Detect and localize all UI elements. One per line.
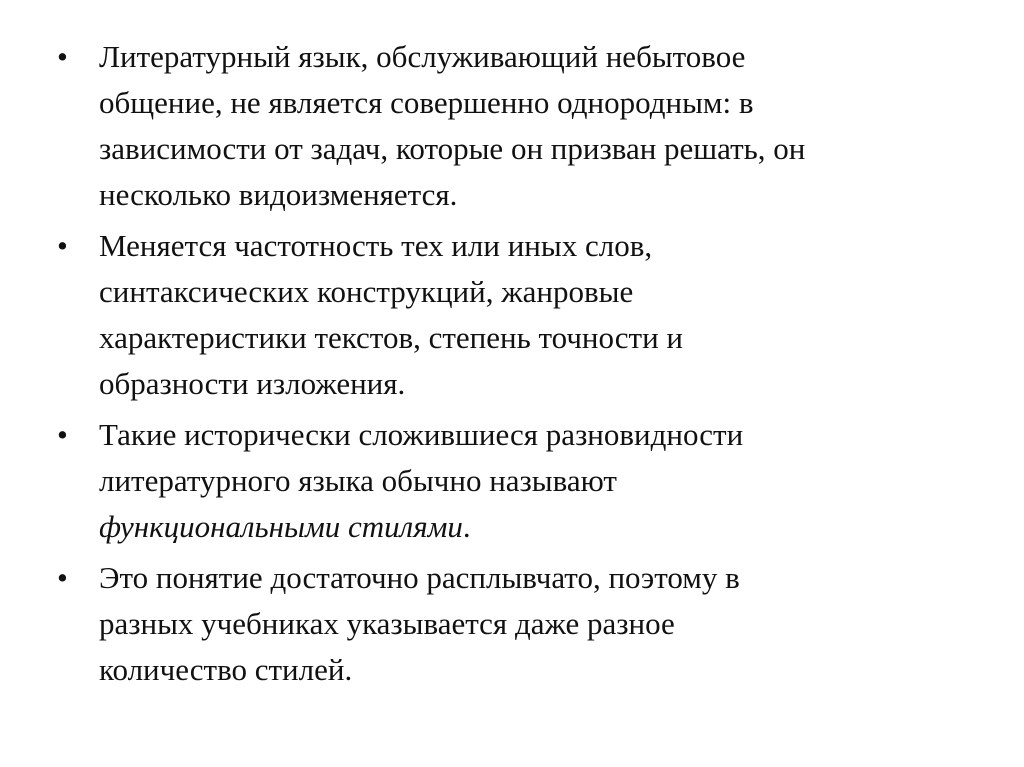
bullet-marker: • — [57, 228, 68, 263]
bullet-line: Меняется частотность тех или иных слов, — [99, 228, 653, 263]
bullet-text — [99, 412, 957, 550]
bullet-line-term — [99, 504, 957, 550]
bullet-marker: • — [57, 560, 68, 595]
bullet-text — [99, 223, 957, 407]
bullet-text — [99, 555, 957, 693]
bullet-item-2 — [57, 223, 957, 407]
bullet-line: характеристики текстов, степень точности и — [99, 320, 684, 355]
bullet-marker: • — [57, 417, 68, 452]
bullet-line: Литературный язык, обслуживающий небытовое — [99, 39, 746, 74]
bullet-marker: • — [57, 39, 68, 74]
term-suffix: . — [462, 509, 471, 544]
bullet-line: разных учебниках указывается даже разное — [99, 606, 675, 641]
bullet-line: синтаксических конструкций, жанровые — [99, 274, 634, 309]
bullet-item-4 — [57, 555, 957, 693]
bullet-line: литературного языка обычно называют — [99, 463, 617, 498]
italic-term: функциональными стилями — [99, 509, 463, 544]
bullet-line: образности изложения. — [99, 366, 406, 401]
bullet-line: несколько видоизменяется. — [99, 177, 458, 212]
bullet-item-3 — [57, 412, 957, 550]
bullet-text — [99, 34, 957, 218]
bullet-line: Это понятие достаточно расплывчато, поэтому в — [99, 560, 740, 595]
bullet-line: зависимости от задач, которые он призван решать, он — [99, 131, 806, 166]
bullet-item-1 — [57, 34, 957, 218]
bullet-line: количество стилей. — [99, 652, 353, 687]
bullet-list — [57, 34, 957, 698]
bullet-line: Такие исторически сложившиеся разновидности — [99, 417, 744, 452]
bullet-line: общение, не является совершенно однородным: в — [99, 85, 754, 120]
